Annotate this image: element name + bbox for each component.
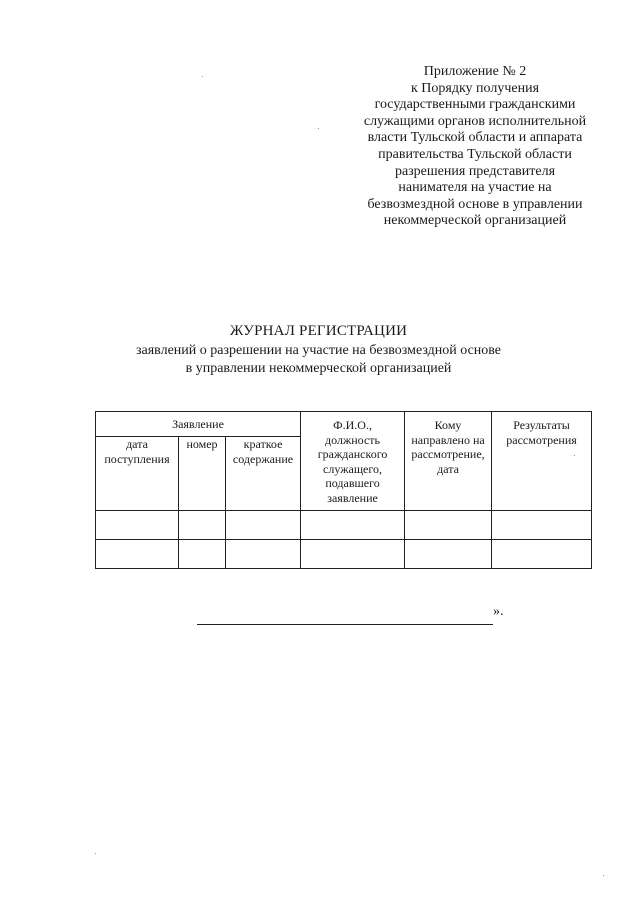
- header-results: [492, 412, 592, 511]
- scan-speck: [95, 853, 96, 854]
- header-summary-line: содержание: [232, 451, 294, 466]
- scan-speck: [202, 76, 203, 77]
- appendix-line: служащими органов исполнительной: [363, 113, 587, 129]
- appendix-line: некоммерческой организацией: [383, 213, 567, 229]
- table-cell: [301, 510, 405, 539]
- table-cell: [179, 539, 226, 568]
- header-fio-line: гражданского: [317, 447, 388, 461]
- header-sent-line: Кому: [434, 418, 462, 432]
- header-sent-line: рассмотрение,: [411, 447, 485, 461]
- appendix-line: Приложение № 2: [423, 64, 527, 79]
- table-cell: [226, 539, 301, 568]
- header-fio-line: должность: [325, 432, 381, 447]
- scan-speck: [318, 128, 319, 129]
- appendix-line: разрешения представителя: [394, 163, 556, 179]
- table-cell: [301, 539, 405, 568]
- journal-title: ЖУРНАЛ РЕГИСТРАЦИИ: [229, 323, 408, 339]
- registration-table: [95, 411, 592, 569]
- header-fio-line: заявление: [327, 490, 378, 505]
- journal-subtitle-line2: в управлении некоммерческой организацией: [185, 361, 452, 376]
- appendix-line: государственными гражданскими: [374, 97, 576, 113]
- header-date-line: дата: [126, 437, 148, 452]
- header-fio-line: подавшего: [325, 476, 380, 490]
- table-cell: [179, 510, 226, 539]
- journal-subtitle-line1: заявлений о разрешении на участие на безвозмездной основе: [135, 343, 502, 358]
- header-results-line: Результаты: [513, 418, 570, 432]
- appendix-line: к Порядку получения: [410, 80, 540, 96]
- closing-mark: ».: [493, 604, 504, 619]
- scan-speck: [574, 455, 575, 456]
- header-sent-line: направлено на: [411, 432, 485, 447]
- header-summary: [226, 437, 301, 510]
- header-fio: [301, 412, 405, 511]
- header-date-line: поступления: [104, 451, 170, 466]
- table-row: [96, 510, 592, 539]
- header-fio-line: Ф.И.О.,: [333, 418, 372, 432]
- header-results-line: рассмотрения: [506, 432, 577, 447]
- table-cell: [492, 510, 592, 539]
- header-sent-line: дата: [437, 461, 459, 476]
- signature-line: [197, 602, 493, 625]
- header-date: [96, 437, 179, 510]
- table-cell: [96, 539, 179, 568]
- table-cell: [405, 539, 492, 568]
- table-cell: [492, 539, 592, 568]
- scan-speck: [603, 875, 604, 876]
- table-cell: [226, 510, 301, 539]
- header-sent-to: [405, 412, 492, 511]
- table-row: [96, 539, 592, 568]
- appendix-line: безвозмездной основе в управлении: [367, 196, 583, 212]
- appendix-block: [340, 64, 610, 230]
- table-cell: [96, 510, 179, 539]
- appendix-line: правительства Тульской области: [378, 146, 572, 162]
- header-summary-line: краткое: [243, 437, 283, 452]
- header-application: Заявление: [96, 412, 301, 437]
- header-number: номер: [179, 437, 226, 510]
- appendix-line: нанимателя на участие на: [398, 180, 552, 196]
- header-fio-line: служащего,: [323, 461, 383, 476]
- table-cell: [405, 510, 492, 539]
- appendix-line: власти Тульской области и аппарата: [367, 130, 583, 146]
